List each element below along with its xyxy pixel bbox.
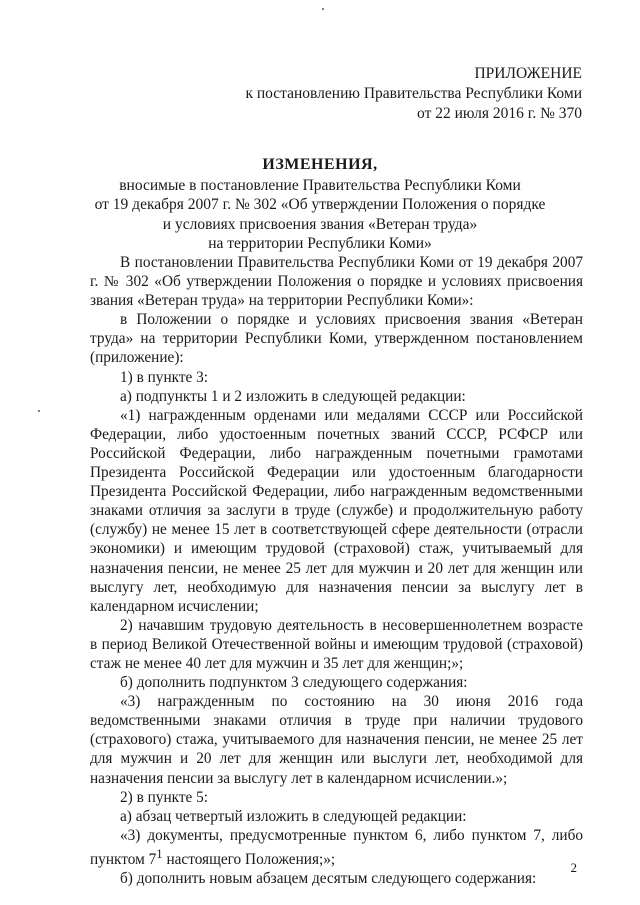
resolution-reference: к постановлению Правительства Республики Коми — [245, 85, 582, 102]
title-line: от 19 декабря 2007 г. № 302 «Об утверждении Положения о порядке — [94, 196, 546, 213]
paragraph: а) подпункты 1 и 2 изложить в следующей редакции: — [120, 387, 466, 405]
title-line: на территории Республики Коми» — [208, 235, 432, 252]
scan-speck — [322, 8, 324, 10]
scan-speck — [38, 410, 40, 412]
paragraph — [90, 826, 583, 869]
paragraph-text: настоящего Положения;»; — [162, 851, 336, 868]
title-line: вносимые в постановление Правительства Республики Коми — [119, 176, 521, 194]
title-line: и условиях присвоения звания «Ветеран труда» — [162, 215, 478, 233]
title-heading: ИЗМЕНЕНИЯ, — [262, 156, 378, 173]
paragraph: 1) в пункте 3: — [120, 368, 209, 386]
document-body — [90, 253, 583, 888]
appendix-label: ПРИЛОЖЕНИЕ — [474, 65, 582, 82]
paragraph: а) абзац четвертый изложить в следующей редакции: — [120, 807, 467, 825]
paragraph: «3) награжденным по состоянию на 30 июня 2016 года ведомственными знаками отличия в труде при наличии трудового (страхового) стажа, учитываемого для назначения пенсии, не менее 25 лет для мужчин и 20 лет для женщин или выслуги лет, необходимой для назначения пенсии за выслугу лет в календарном исчислении.»; — [90, 693, 583, 787]
paragraph-text: «3) документы, предусмотренные пунктом 6, либо пунктом 7, либо пунктом 7 — [90, 826, 583, 868]
paragraph: б) дополнить подпунктом 3 следующего содержания: — [120, 674, 468, 692]
paragraph: В постановлении Правительства Республики Коми от 19 декабря 2007 г. № 302 «Об утверждении Положения о порядке и условиях присвоения звания «Ветеран труда» на территории Республики Коми»: — [90, 254, 583, 310]
paragraph: в Положении о порядке и условиях присвоения звания «Ветеран труда» на территории Республики Коми, утвержденном постановлением (приложение): — [90, 311, 583, 367]
paragraph: «1) награжденным орденами или медалями СССР или Российской Федерации, либо удостоенным почетных званий СССР, РСФСР или Российской Федерации, либо награжденным почетными грамотами Президента Российской Федерации или удостоенным благодарности Президента Российской Федерации, либо награжденным ведомственными знаками отличия за заслуги в труде (службе) и продолжительную работу (службу) не менее 15 лет в соответствующей сфере деятельности (отрасли экономики) и имеющим трудовой (страховой) стаж, учитываемый для назначения пенсии, не менее 25 лет для мужчин и 20 лет для женщин или выслугу лет, необходимую для назначения пенсии за выслугу лет в календарном исчислении; — [90, 406, 583, 615]
document-title — [0, 155, 640, 254]
superscript: 1 — [156, 846, 163, 861]
paragraph: 2) в пункте 5: — [120, 788, 209, 806]
page-number: 2 — [570, 860, 577, 875]
resolution-date-number: от 22 июля 2016 г. № 370 — [417, 105, 582, 122]
paragraph: 2) начавшим трудовую деятельность в несовершеннолетнем возрасте в период Великой Отечественной войны и имеющим трудовой (страховой) стаж не менее 40 лет для мужчин и 35 лет для женщин;»; — [90, 616, 583, 672]
paragraph: б) дополнить новым абзацем десятым следующего содержания: — [120, 870, 537, 888]
appendix-header — [245, 64, 582, 124]
